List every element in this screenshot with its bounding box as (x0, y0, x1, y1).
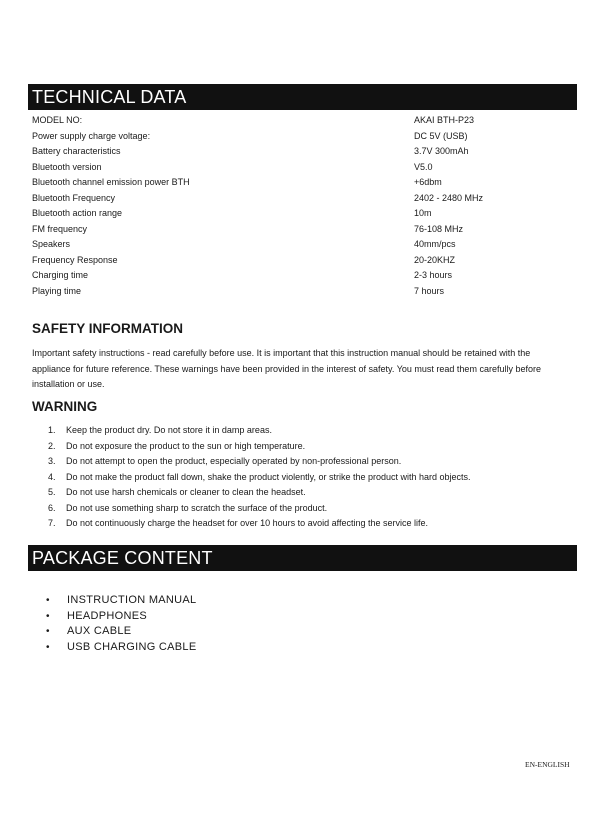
spec-label: Bluetooth version (32, 161, 102, 172)
warning-item-number: 3. (48, 456, 56, 466)
spec-row (32, 175, 572, 190)
spec-value: 40mm/pcs (414, 239, 456, 249)
warning-item-number: 4. (48, 471, 56, 482)
spec-row (32, 113, 572, 128)
spec-label: FM frequency (32, 223, 88, 234)
page-footer-language: EN-ENGLISH (525, 760, 570, 769)
spec-label: Bluetooth channel emission power BTH (32, 177, 190, 187)
spec-row (32, 284, 572, 299)
bullet-icon: • (46, 641, 50, 653)
warning-item (48, 485, 306, 499)
spec-value: +6dbm (414, 177, 442, 187)
package-item (46, 624, 131, 639)
warning-item (48, 470, 471, 484)
warning-heading: WARNING (32, 399, 98, 414)
spec-value: AKAI BTH-P23 (414, 115, 475, 125)
warning-item-text: Do not use something sharp to scratch the surface of the product. (66, 502, 328, 513)
spec-row (32, 144, 572, 159)
spec-value: 3.7V 300mAh (414, 146, 469, 156)
safety-intro-paragraph: Important safety instructions - read carefully before use. It is important that this instruction manual should be retained with the appliance for future reference. These warnings have been provided in the interest of safety. You must read them carefully before installation or use. (32, 348, 541, 389)
warning-item (48, 516, 428, 530)
warning-item-number: 6. (48, 502, 56, 513)
spec-value: 2-3 hours (414, 270, 453, 280)
warning-item (48, 423, 272, 437)
spec-label: Power supply charge voltage: (32, 130, 151, 141)
spec-value: 20-20KHZ (414, 254, 456, 265)
spec-label: MODEL NO: (32, 115, 83, 125)
package-item (46, 593, 196, 608)
spec-value: 7 hours (414, 285, 445, 296)
package-item-label: INSTRUCTION MANUAL (67, 594, 197, 606)
spec-row (32, 191, 572, 206)
spec-row (32, 222, 572, 237)
warning-item-number: 2. (48, 440, 56, 451)
spec-row (32, 268, 572, 283)
package-item (46, 609, 147, 624)
spec-row (32, 253, 572, 268)
spec-value: 2402 - 2480 MHz (414, 192, 484, 203)
bullet-icon: • (46, 595, 50, 606)
safety-information-heading: SAFETY INFORMATION (32, 321, 183, 336)
warning-item-text: Do not attempt to open the product, especially operated by non-professional person. (66, 456, 402, 466)
warning-item-number: 1. (48, 425, 56, 435)
spec-label: Speakers (32, 239, 71, 249)
warning-item-text: Do not make the product fall down, shake the product violently, or strike the product with hard objects. (66, 471, 471, 482)
spec-label: Bluetooth action range (32, 208, 123, 218)
spec-label: Charging time (32, 270, 89, 280)
spec-value: V5.0 (414, 161, 433, 172)
bullet-icon: • (46, 610, 50, 622)
warning-item (48, 454, 401, 468)
package-item (46, 640, 196, 655)
spec-value: DC 5V (USB) (414, 130, 468, 141)
warning-item (48, 439, 305, 453)
spec-row (32, 160, 572, 175)
package-item-label: USB CHARGING CABLE (67, 640, 197, 653)
warning-item-text: Do not exposure the product to the sun or high temperature. (66, 440, 306, 451)
warning-item-text: Do not use harsh chemicals or cleaner to clean the headset. (66, 487, 306, 497)
spec-row (32, 206, 572, 221)
spec-label: Bluetooth Frequency (32, 192, 116, 203)
warning-item-text: Keep the product dry. Do not store it in damp areas. (66, 425, 272, 435)
spec-label: Playing time (32, 285, 82, 296)
warning-item-number: 5. (48, 487, 56, 497)
warning-item (48, 501, 327, 515)
package-item-label: AUX CABLE (67, 625, 132, 637)
warning-item-text: Do not continuously charge the headset for over 10 hours to avoid affecting the service life. (66, 518, 429, 528)
package-item-label: HEADPHONES (67, 609, 148, 622)
technical-data-header: TECHNICAL DATA (28, 84, 577, 110)
spec-label: Frequency Response (32, 254, 118, 265)
bullet-icon: • (46, 626, 50, 637)
spec-value: 10m (414, 208, 432, 218)
spec-label: Battery characteristics (32, 146, 121, 156)
spec-value: 76-108 MHz (414, 223, 464, 234)
package-content-header: PACKAGE CONTENT (28, 545, 577, 571)
spec-row (32, 237, 572, 252)
warning-item-number: 7. (48, 518, 56, 528)
spec-row (32, 129, 572, 144)
